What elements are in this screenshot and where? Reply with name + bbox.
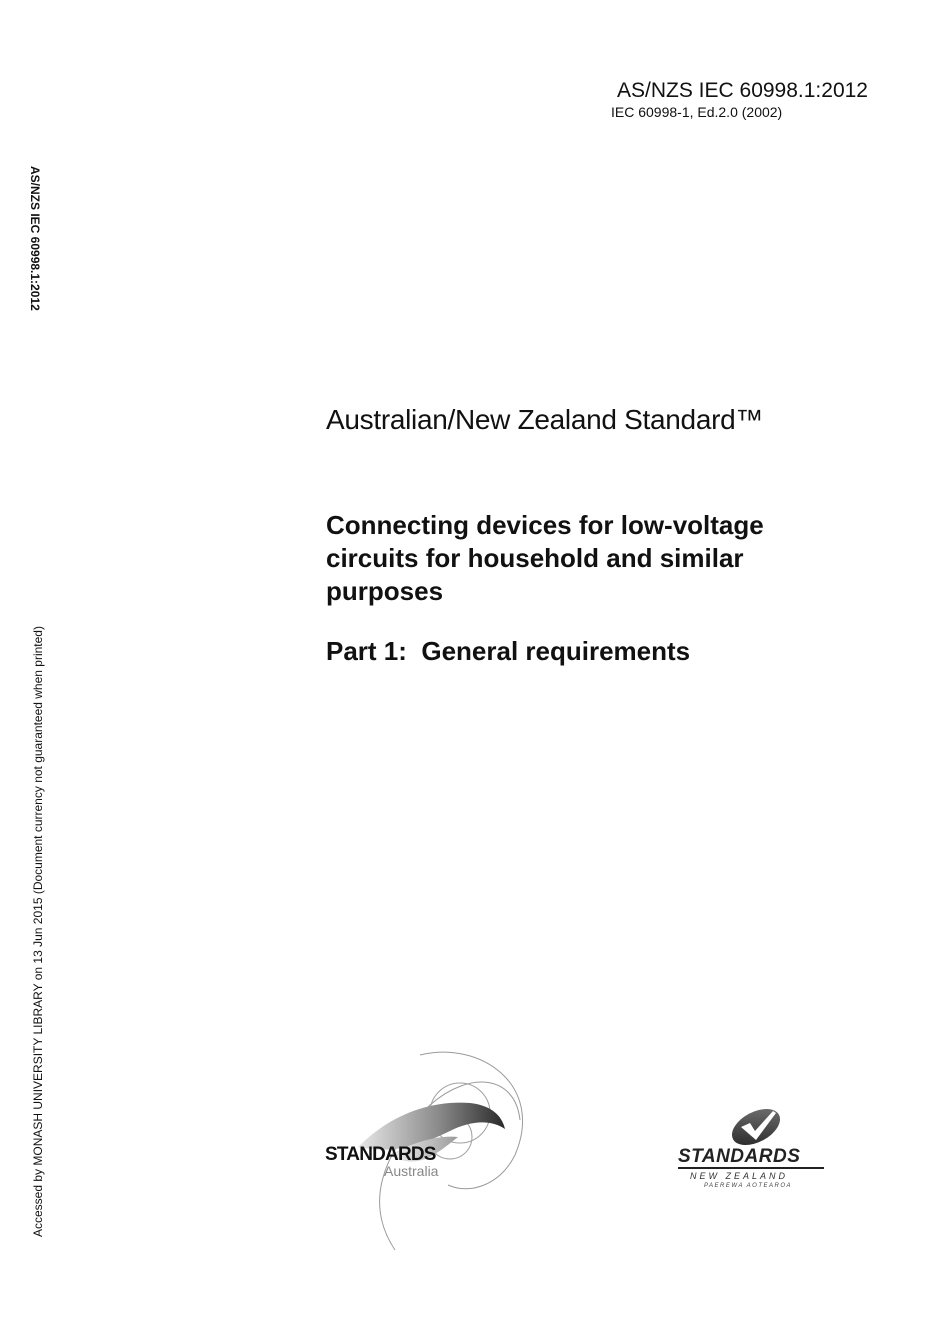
standards-australia-subtitle: Australia	[384, 1163, 439, 1179]
standard-number: AS/NZS IEC 60998.1:2012	[617, 79, 868, 102]
series-title: Australian/New Zealand Standard™	[326, 404, 764, 435]
standards-nz-subtitle: NEW ZEALAND	[690, 1171, 789, 1181]
document-title: Connecting devices for low-voltage circuits for household and similar purposes	[326, 510, 764, 606]
standards-australia-logo	[320, 1045, 540, 1260]
access-note	[17, 596, 45, 1251]
access-note-text: Accessed by MONASH UNIVERSITY LIBRARY on 13 Jun 2015 (Document currency not guaranteed when printed)	[31, 626, 45, 1237]
standards-australia-wordmark: STANDARDS	[325, 1144, 436, 1165]
standards-nz-divider	[678, 1167, 824, 1169]
standards-nz-wordmark: STANDARDS	[678, 1146, 801, 1167]
iec-reference: IEC 60998-1, Ed.2.0 (2002)	[611, 104, 783, 120]
standards-nz-maori-subtitle: PAEREWA AOTEAROA	[704, 1183, 793, 1189]
standards-nz-emblem-icon	[729, 1103, 787, 1147]
part-title: Part 1: General requirements	[326, 636, 691, 666]
standards-nz-logo	[672, 1103, 832, 1198]
vertical-standard-code-text: AS/NZS IEC 60998.1:2012	[28, 166, 42, 311]
vertical-standard-code	[25, 166, 45, 356]
